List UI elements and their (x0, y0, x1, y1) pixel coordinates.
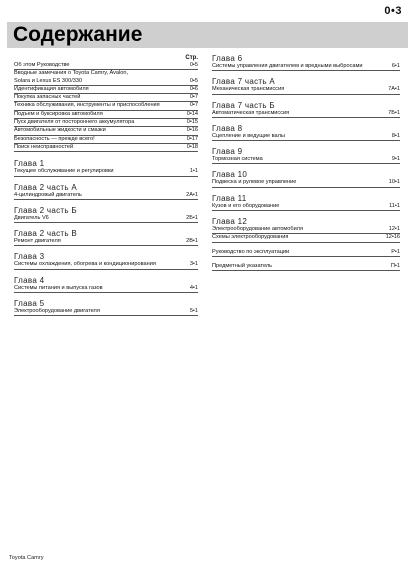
toc-entry-page: 2Б•1 (186, 214, 198, 221)
page-number: 0•3 (384, 5, 402, 17)
toc-entry-title: Автоматическая трансмиссия (212, 109, 290, 116)
toc-entry-page: 10•1 (388, 179, 400, 186)
chapter-heading: Глава 2 часть А (14, 182, 78, 192)
chapter-heading: Глава 10 (212, 170, 248, 180)
toc-entry (14, 127, 198, 135)
toc-entry (212, 133, 400, 141)
toc-entry-title: Системы охлаждения, обогрева и кондиционирования (14, 261, 156, 268)
toc-entry-page: 0•5 (189, 77, 198, 84)
pages-column-header: Стр. (185, 55, 198, 61)
toc-entry (14, 119, 198, 127)
toc-entry-page: 0•6 (189, 85, 198, 92)
toc-entry-page: 12•1 (388, 226, 400, 233)
toc-entry-title: Тормозная система (212, 156, 263, 163)
chapter-heading: Глава 2 часть Б (14, 205, 77, 215)
toc-entry (212, 110, 400, 118)
toc-entry (212, 203, 400, 211)
toc-entry-page: 12•16 (385, 234, 400, 241)
toc-entry (14, 86, 198, 94)
toc-entry-title: Техника обслуживания, инструменты и приспособления (14, 102, 160, 109)
toc-entry (14, 78, 198, 86)
toc-entry-page: 11•1 (389, 202, 400, 209)
toc-entry-title: Схемы электрооборудования (212, 234, 289, 241)
toc-entry (14, 62, 198, 70)
toc-entry (14, 308, 198, 316)
chapter-heading: Глава 1 (14, 159, 45, 169)
toc-entry-page: 4•1 (189, 284, 198, 291)
toc-entry (212, 263, 400, 271)
toc-entry (14, 215, 198, 223)
toc-entry (212, 226, 400, 234)
toc-entry-page: 0•18 (186, 143, 198, 150)
toc-entry-title: Безопасность — прежде всего! (14, 135, 95, 142)
toc-entry-title: Предметный указатель (212, 262, 273, 269)
page-title: Содержание (13, 23, 143, 46)
toc-entry-page: 3•1 (189, 261, 198, 268)
toc-entry-page: 0•7 (189, 102, 198, 109)
chapter-heading: Глава 3 (14, 252, 45, 262)
chapter-heading: Глава 9 (212, 147, 243, 157)
toc-entry-title: Руководство по эксплуатации (212, 248, 290, 255)
toc-entry (14, 102, 198, 110)
toc-entry (14, 261, 198, 269)
toc-right-column (212, 54, 400, 271)
toc-entry-title: Поиск неисправностей (14, 143, 74, 150)
toc-entry (212, 63, 400, 71)
toc-entry-page: 0•15 (186, 119, 198, 126)
toc-entry-title: Сцепление и ведущие валы (212, 132, 285, 139)
toc-entry-page: Р•1 (391, 248, 400, 255)
chapter-heading: Глава 12 (212, 217, 248, 227)
chapter-heading: Глава 4 (14, 275, 45, 285)
toc-entry-title: Механическая трансмиссия (212, 86, 285, 93)
toc-entry-page: 1•1 (189, 168, 198, 175)
toc-entry (14, 136, 198, 144)
toc-entry (14, 168, 198, 176)
toc-entry (14, 111, 198, 119)
toc-entry-page: П•1 (390, 262, 400, 269)
toc-entry-page: 6•1 (391, 63, 400, 69)
footer-book-title: Toyota Camry (9, 555, 44, 561)
toc-entry-page: 9•1 (391, 156, 400, 163)
chapter-heading: Глава 6 (212, 54, 243, 63)
appendix-list (212, 243, 400, 272)
toc-entry (212, 156, 400, 164)
toc-entry-title: Пуск двигателя от постороннего аккумулятора (14, 119, 135, 126)
toc-entry (14, 144, 198, 152)
chapter-heading: Глава 7 часть А (212, 77, 276, 87)
intro-list (14, 62, 198, 152)
toc-entry-page: 8•1 (391, 132, 400, 139)
chapter-heading: Глава 5 (14, 299, 45, 309)
toc-entry (14, 70, 198, 77)
left-chapter-list (14, 159, 198, 316)
toc-entry-title: Ремонт двигателя (14, 238, 61, 245)
toc-entry-title: Вводные замечания о Toyota Camry, Avalon, (14, 70, 129, 77)
toc-entry (14, 238, 198, 246)
toc-entry-title: Кузов и его оборудование (212, 202, 280, 209)
toc-entry (14, 285, 198, 293)
toc-entry-page: 2А•1 (186, 191, 198, 198)
toc-entry-title: Solara и Lexus ES 300/330 (14, 77, 83, 84)
right-chapter-list (212, 54, 400, 243)
chapter-heading: Глава 2 часть В (14, 229, 78, 239)
toc-entry-page: 5•1 (189, 308, 198, 315)
toc-left-column (14, 54, 198, 316)
toc-entry-title: Системы управления двигателем и вредными выбросами (212, 63, 363, 69)
toc-entry (212, 179, 400, 187)
toc-entry-title: Автомобильные жидкости и смазки (14, 127, 106, 134)
toc-entry-page: 0•16 (186, 127, 198, 134)
toc-entry-title: 4-цилиндровый двигатель (14, 191, 82, 198)
toc-entry-title: Об этом Руководстве (14, 62, 70, 68)
toc-entry-page: 7Б•1 (388, 109, 400, 116)
toc-entry-title: Электрооборудование автомобиля (212, 226, 304, 233)
toc-entry-title: Текущее обслуживание и регулировки (14, 168, 114, 175)
chapter-heading: Глава 7 часть Б (212, 100, 275, 110)
toc-entry-title: Системы питания и выпуска газов (14, 284, 103, 291)
toc-entry-page: 2В•1 (186, 238, 198, 245)
chapter-heading: Глава 8 (212, 123, 243, 133)
toc-entry-page: 0•5 (189, 62, 198, 68)
toc-entry-page: 0•17 (186, 135, 198, 142)
toc-entry (212, 86, 400, 94)
toc-entry (14, 192, 198, 200)
chapter-heading: Глава 11 (212, 193, 247, 203)
toc-entry-page: 0•7 (189, 94, 198, 101)
toc-entry-title: Подвеска и рулевое управление (212, 179, 297, 186)
toc-entry-title: Покупка запасных частей (14, 94, 81, 101)
toc-entry-page: 7А•1 (388, 86, 400, 93)
toc-entry-title: Двигатель V6 (14, 214, 49, 221)
toc-entry (14, 94, 198, 102)
toc-entry (212, 234, 400, 242)
toc-entry (212, 249, 400, 257)
toc-entry-title: Идентификация автомобиля (14, 85, 89, 92)
toc-entry-page: 0•14 (186, 110, 198, 117)
toc-entry-title: Электрооборудование двигателя (14, 308, 100, 315)
toc-entry-title: Подъем и буксировка автомобиля (14, 110, 103, 117)
